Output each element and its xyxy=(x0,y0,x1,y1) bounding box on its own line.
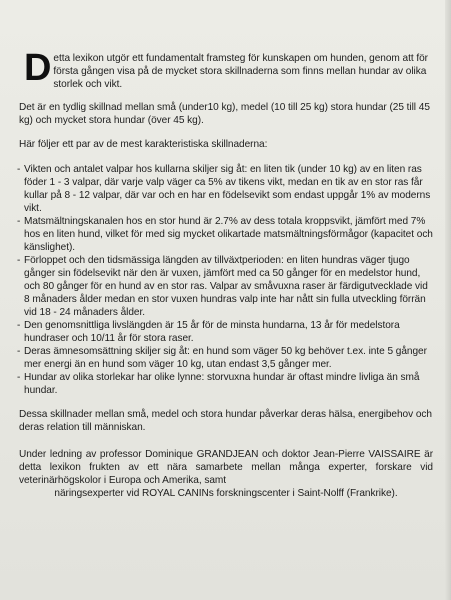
differences-list xyxy=(19,163,433,397)
team-text: Under ledning av professor Dominique GRANDJEAN och doktor Jean-Pierre VAISSAIRE är detta lexikon frukten av ett nära samarbete mellan många experter, forskare vid veterinärhögskolor i Europa och Amerika, samt xyxy=(19,449,433,486)
team-paragraph xyxy=(19,448,433,500)
list-item-text: Förloppet och den tidsmässiga längden av tillväxtperioden: en liten hundras väger tjugo gånger sin födelsevikt när den är vuxen, jämfört med ca 50 gånger för en medelstor hund, och 80 gånger för en hund av en stor ras. Valpar av småvuxna raser är färdigutvecklade vid 8 månaders ålder medan en stor vuxen hundras valp inte har nått sin fulla utveckling förrän vid 18 - 24 månaders ålder. xyxy=(24,255,428,318)
intro-text: etta lexikon utgör ett fundamentalt framsteg för kunskapen om hunden, genom att för första gången visa på de mycket stora skillnaderna som finns mellan hundar av olika storlek och vikt. xyxy=(53,53,428,90)
list-dash: - xyxy=(17,164,21,175)
list-dash: - xyxy=(17,255,21,266)
conclusion-paragraph: Dessa skillnader mellan små, medel och stora hundar påverkar deras hälsa, energibehov och deras relation till människan. xyxy=(19,409,432,433)
intro-paragraph xyxy=(19,47,433,91)
list-intro: Här följer ett par av de mest karakteristiska skillnaderna: xyxy=(19,139,268,150)
size-classes-paragraph: Det är en tydlig skillnad mellan små (under10 kg), medel (10 till 25 kg) stora hundar (25 till 45 kg) och mycket stora hundar (över 45 kg). xyxy=(19,102,430,126)
list-item-text: Deras ämnesomsättning skiljer sig åt: en hund som väger 50 kg behöver t.ex. inte 5 gånger mer energi än en hund som väger 10 kg, utan endast 3,5 gånger mer. xyxy=(24,346,427,370)
list-item-text: Vikten och antalet valpar hos kullarna skiljer sig åt: en liten tik (under 10 kg) av en liten ras föder 1 - 3 valpar, där varje valp väger ca 5% av tikens vikt, medan en tik av en stor ras får kullar på 8 - 12 valpar, där var och en har en födelsevikt som endast uppgår 1% av moderns vikt. xyxy=(24,164,431,214)
list-dash: - xyxy=(17,372,21,383)
list-dash: - xyxy=(17,320,21,331)
drop-cap: D xyxy=(24,47,52,89)
list-item xyxy=(19,345,433,371)
list-dash: - xyxy=(17,216,21,227)
list-item xyxy=(19,163,433,215)
team-text-last-line: näringsexperter vid ROYAL CANINs forskningscenter i Saint-Nolff (Frankrike). xyxy=(54,488,398,499)
page-edge xyxy=(445,0,451,600)
list-dash: - xyxy=(17,346,21,357)
list-item xyxy=(19,215,433,254)
list-item xyxy=(19,254,433,319)
list-item xyxy=(19,371,433,397)
list-item-text: Den genomsnittliga livslängden är 15 år för de minsta hundarna, 13 år för medelstora hundraser och 10/11 år för stora raser. xyxy=(24,320,400,344)
list-item-text: Matsmältningskanalen hos en stor hund är 2.7% av dess totala kroppsvikt, jämfört med 7% hos en liten hund, vilket för med sig mycket olikartade matsmältningsförmågor (kapacitet och känslighet). xyxy=(24,216,433,253)
list-item xyxy=(19,319,433,345)
list-item-text: Hundar av olika storlekar har olike lynne: storvuxna hundar är oftast mindre livliga än små hundar. xyxy=(24,372,420,396)
document-body xyxy=(17,47,433,511)
